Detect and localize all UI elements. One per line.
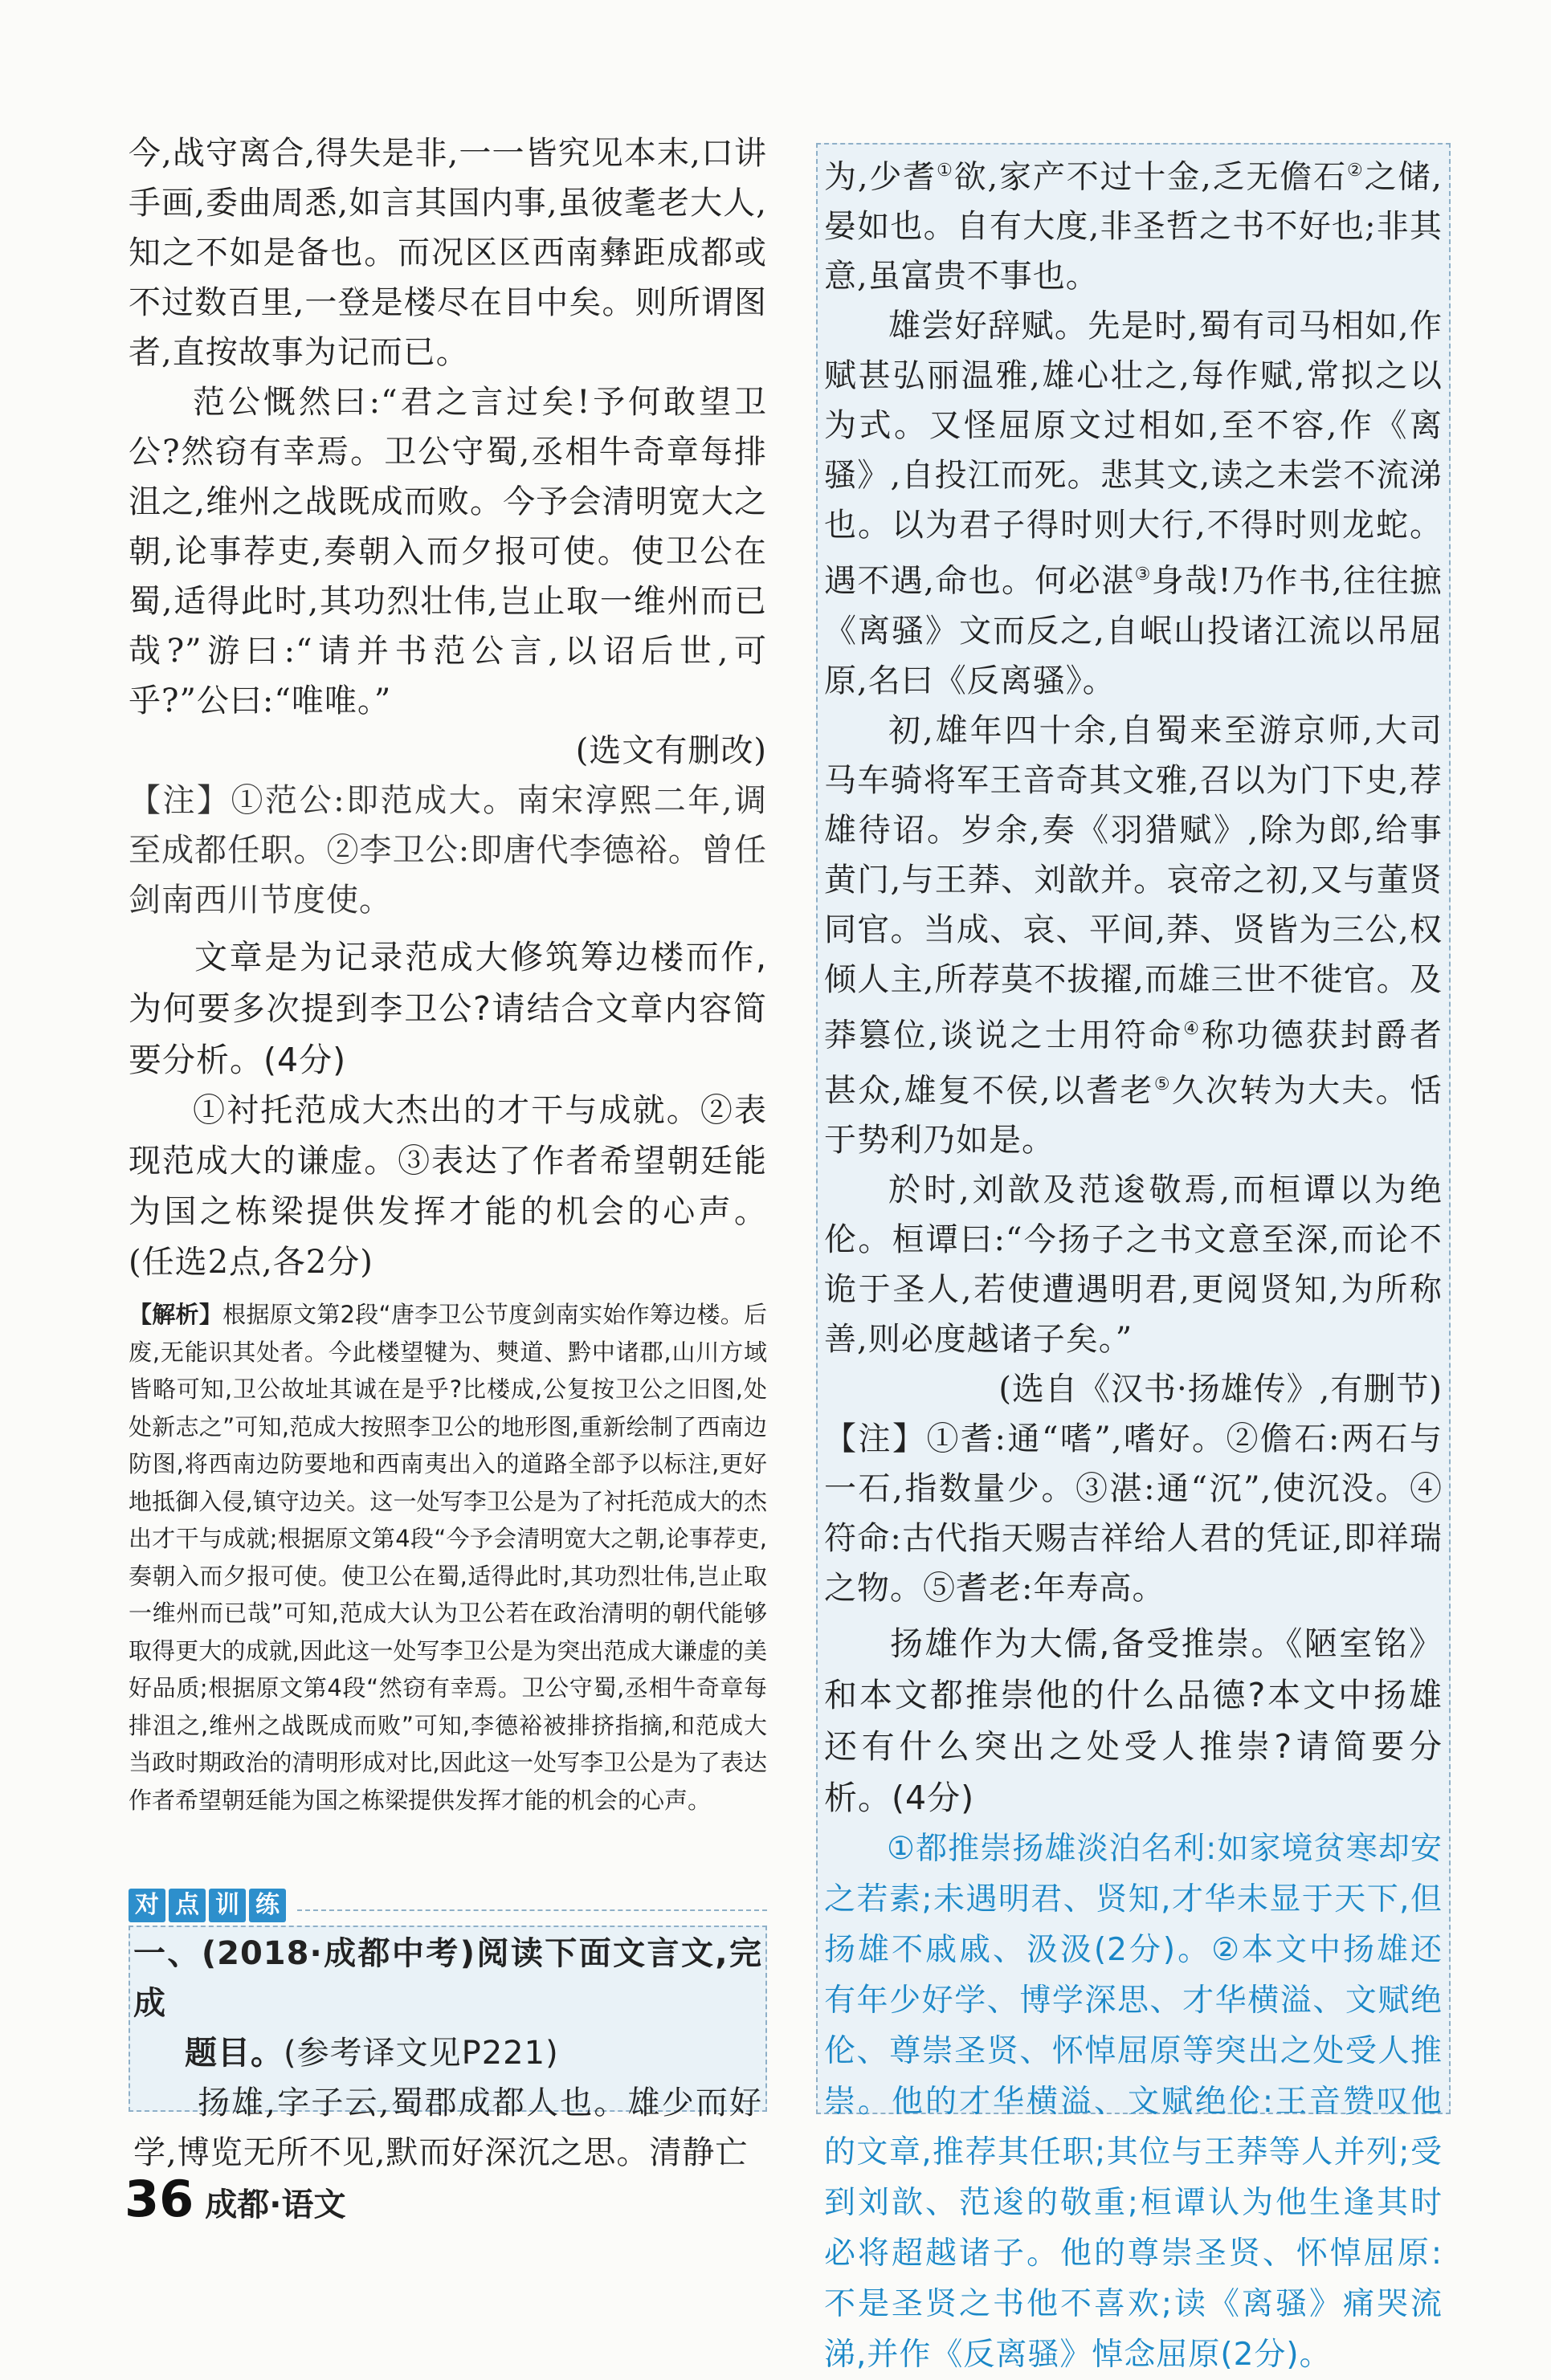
text-span: 雄尝好辞赋。先是时,蜀有司马相如,作赋甚弘丽温雅,雄心壮之,每作赋,常拟之以为式。又怪屈原文过相如,至不容,作《离骚》,自投江而死。悲其文,读之未尝不流涕也。以为君子得时则大行,不得时则龙蛇。遇不遇,命也。何必湛 [824,308,1443,600]
tag-char: 练 [249,1889,286,1922]
training-header [129,1889,767,1924]
training-heading-bold: 题目。 [185,2035,284,2072]
answer-text: ①都推崇扬雄淡泊名利:如家境贫寒却安之若素;未遇明君、贤知,才华未显于天下,但扬雄不戚戚、汲汲(2分)。②本文中扬雄还有年少好学、博学深思、才华横溢、文赋绝伦、尊崇圣贤、怀悼屈原等突出之处受人推崇。他的才华横溢、文赋绝伦:王音赞叹他的文章,推荐其任职;其位与王莽等人并列;受到刘歆、范逡的敬重;桓谭认为他生逢其时必将超越诸子。他的尊崇圣贤、怀悼屈原:不是圣贤之书他不喜欢;读《离骚》痛哭流涕,并作《反离骚》悼念屈原(2分)。 [824,1831,1443,2374]
tag-char: 训 [209,1889,246,1922]
answer-text: ①衬托范成大杰出的才干与成就。②表现范成大的谦虚。③表达了作者希望朝廷能为国之栋梁提供发挥才能的机会的心声。(任选2点,各2分) [129,1092,767,1281]
page-footer [124,2168,346,2228]
training-text: 扬雄,字子云,蜀郡成都人也。雄少而好学,博览无所不见,默而好深沉之思。清静亡 [133,2085,762,2171]
note-marker: ① [937,161,954,181]
training-box [129,1926,767,2171]
training-tag [129,1889,289,1922]
note-marker: ③ [1134,564,1152,585]
passage-paragraph: 范公慨然曰:“君之言过矣!予何敢望卫公?然窃有幸焉。卫公守蜀,丞相牛奇章每排沮之,维州之战既成而败。今予会清明宽大之朝,论事荐吏,奏朝入而夕报可使。使卫公在蜀,适得此时,其功烈壮伟,岂止取一维州而已哉?”游曰:“请并书范公言,以诏后世,可乎?”公曰:“唯唯。” [129,384,767,719]
training-heading: 一、(2018·成都中考)阅读下面文言文,完成 [133,1935,762,2022]
left-column [129,128,767,1819]
text-span: 身哉!乃作书,往往摭《离骚》文而反之,自岷山投诸江流以吊屈原,名曰《反离骚》。 [824,562,1443,699]
analysis-label: 【解析】 [129,1301,223,1328]
training-heading-line2 [133,2028,762,2078]
page-number: 36 [124,2170,194,2228]
passage-paragraph [824,146,1443,301]
dashed-divider [297,1909,767,1911]
passage-note: 【注】①耆:通“嗜”,嗜好。②儋石:两石与一石,指数量少。③湛:通“沉”,使沉没。④符命:古代指天赐吉祥给人君的凭证,即祥瑞之物。⑤耆老:年寿高。 [824,1420,1443,1608]
text-span: 欲,家产不过十金,乏无儋石 [953,158,1348,196]
passage-paragraph [824,301,1443,705]
question-text: 扬雄作为大儒,备受推崇。《陋室铭》和本文都推崇他的什么品德?本文中扬雄还有什么突出之处受人推崇?请简要分析。(4分) [824,1624,1443,1818]
passage-paragraph [824,706,1443,1166]
analysis-block [129,1296,767,1819]
note-marker: ② [1347,161,1365,181]
passage-paragraph: 今,战守离合,得失是非,一一皆究见本末,口讲手画,委曲周悉,如言其国内事,虽彼耄老大人,知之不如是备也。而况区区西南彝距成都或不过数百里,一登是楼尽在目中矣。则所谓图者,直按故事为记而已。 [129,135,767,371]
note-marker: ⑤ [1153,1074,1172,1094]
text-span: 称功德获封爵者甚众,雄复不侯,以耆老 [824,1016,1443,1110]
footer-title: 成都·语文 [205,2186,346,2223]
question-text: 文章是为记录范成大修筑筹边楼而作,为何要多次提到李卫公?请结合文章内容简要分析。(4分) [129,938,767,1079]
passage-source: (选自《汉书·扬雄传》,有删节) [998,1371,1443,1408]
right-column [816,143,1451,2374]
passage-note: 【注】①范公:即范成大。南宋淳熙二年,调至成都任职。②李卫公:即唐代李德裕。曾任剑南西川节度使。 [129,782,767,919]
text-span: 之储,晏如也。自有大度,非圣哲之书不好也;非其意,虽富贵不事也。 [824,158,1443,295]
tag-char: 点 [169,1889,206,1922]
passage-paragraph: 於时,刘歆及范逡敬焉,而桓谭以为绝伦。桓谭曰:“今扬子之书文意至深,而论不诡于圣人,若使遭遇明君,更阅贤知,为所称善,则必度越诸子矣。” [824,1172,1443,1359]
text-span: 初,雄年四十余,自蜀来至游京师,大司马车骑将军王音奇其文雅,召以为门下史,荐雄待诏。岁余,奏《羽猎赋》,除为郎,给事黄门,与王莽、刘歆并。哀帝之初,又与董贤同官。当成、哀、平间,莽、贤皆为三公,权倾人主,所荐莫不拔擢,而雄三世不徙官。及莽篡位,谈说之士用符命 [824,711,1443,1053]
text-span: 为,少耆 [824,158,937,196]
translation-ref: (参考译文见P221) [284,2035,559,2072]
note-marker: ④ [1183,1018,1202,1039]
tag-char: 对 [129,1889,165,1922]
analysis-text: 根据原文第2段“唐李卫公节度剑南实始作筹边楼。后废,无能识其处者。今此楼望犍为、僰道、黔中诸郡,山川方域皆略可知,卫公故址其诚在是乎?比楼成,公复按卫公之旧图,处处新志之”可知,范成大按照李卫公的地形图,重新绘制了西南边防图,将西南边防要地和西南夷出入的道路全部予以标注,更好地抵御入侵,镇守边关。这一处写李卫公是为了衬托范成大的杰出才干与成就;根据原文第4段“今予会清明宽大之朝,论事荐吏,奏朝入而夕报可使。使卫公在蜀,适得此时,其功烈壮伟,岂止取一维州而已哉”可知,范成大认为卫公若在政治清明的朝代能够取得更大的成就,因此这一处写李卫公是为突出范成大谦虚的美好品质;根据原文第4段“然窃有幸焉。卫公守蜀,丞相牛奇章每排沮之,维州之战既成而败”可知,李德裕被排挤指摘,和范成大当政时期政治的清明形成对比,因此这一处写李卫公是为了表达作者希望朝廷能为国之栋梁提供发挥才能的机会的心声。 [129,1301,767,1814]
passage-source: (选文有删改) [575,732,767,769]
text-span: 久次转为大夫。恬于势利乃如是。 [824,1072,1443,1159]
